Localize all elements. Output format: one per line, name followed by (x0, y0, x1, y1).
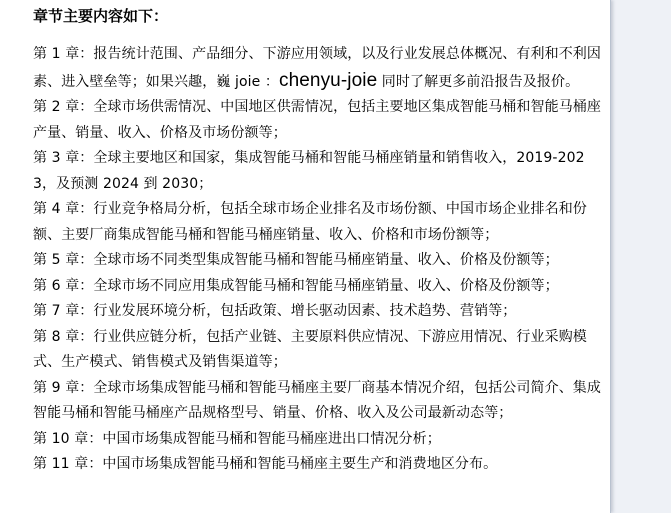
chapter-1-text: 第 1 章：报告统计范围、产品细分、下游应用领域，以及行业发展总体概况、有利和不利因素、进入壁垒等；如果兴趣，巍 joie ： (33, 46, 602, 90)
chapter-1-tail: 同时了解更多前沿报告及报价。 (377, 73, 580, 90)
chapter-9-paragraph: 第 9 章：全球市场集成智能马桶和智能马桶座主要厂商基本情况介绍，包括公司简介、集成智能马桶和智能马桶座产品规格型号、销量、价格、收入及公司最新动态等； (33, 379, 602, 421)
section-heading: 章节主要内容如下： (33, 7, 169, 25)
document-body (33, 6, 605, 478)
chapter-3-paragraph: 第 3 章：全球主要地区和国家，集成智能马桶和智能马桶座销量和销售收入，2019-2023，及预测 2024 到 2030； (33, 150, 585, 192)
chapter-6-paragraph: 第 6 章：全球市场不同应用集成智能马桶和智能马桶座销量、收入、价格及份额等； (33, 277, 559, 294)
chapter-11-paragraph: 第 11 章：中国市场集成智能马桶和智能马桶座主要生产和消费地区分布。 (33, 456, 498, 472)
chapter-5-paragraph: 第 5 章：全球市场不同类型集成智能马桶和智能马桶座销量、收入、价格及份额等； (33, 252, 559, 268)
chapter-8-paragraph: 第 8 章：行业供应链分析，包括产业链、主要原料供应情况、下游应用情况、行业采购模式、生产模式、销售模式及销售渠道等； (33, 328, 587, 370)
chapter-7-paragraph: 第 7 章：行业发展环境分析，包括政策、增长驱动因素、技术趋势、营销等； (33, 303, 517, 319)
chapter-2-paragraph: 第 2 章：全球市场供需情况、中国地区供需情况，包括主要地区集成智能马桶和智能马桶座产量、销量、收入、价格及市场份额等； (33, 99, 602, 141)
wechat-id: chenyu-joie (278, 69, 378, 91)
chapter-1-paragraph (33, 42, 605, 95)
chapter-10-paragraph: 第 10 章：中国市场集成智能马桶和智能马桶座进出口情况分析； (33, 430, 441, 447)
chapter-4-paragraph: 第 4 章：行业竞争格局分析，包括全球市场企业排名及市场份额、中国市场企业排名和份额、主要厂商集成智能马桶和智能马桶座销量、收入、价格和市场份额等； (33, 201, 587, 243)
